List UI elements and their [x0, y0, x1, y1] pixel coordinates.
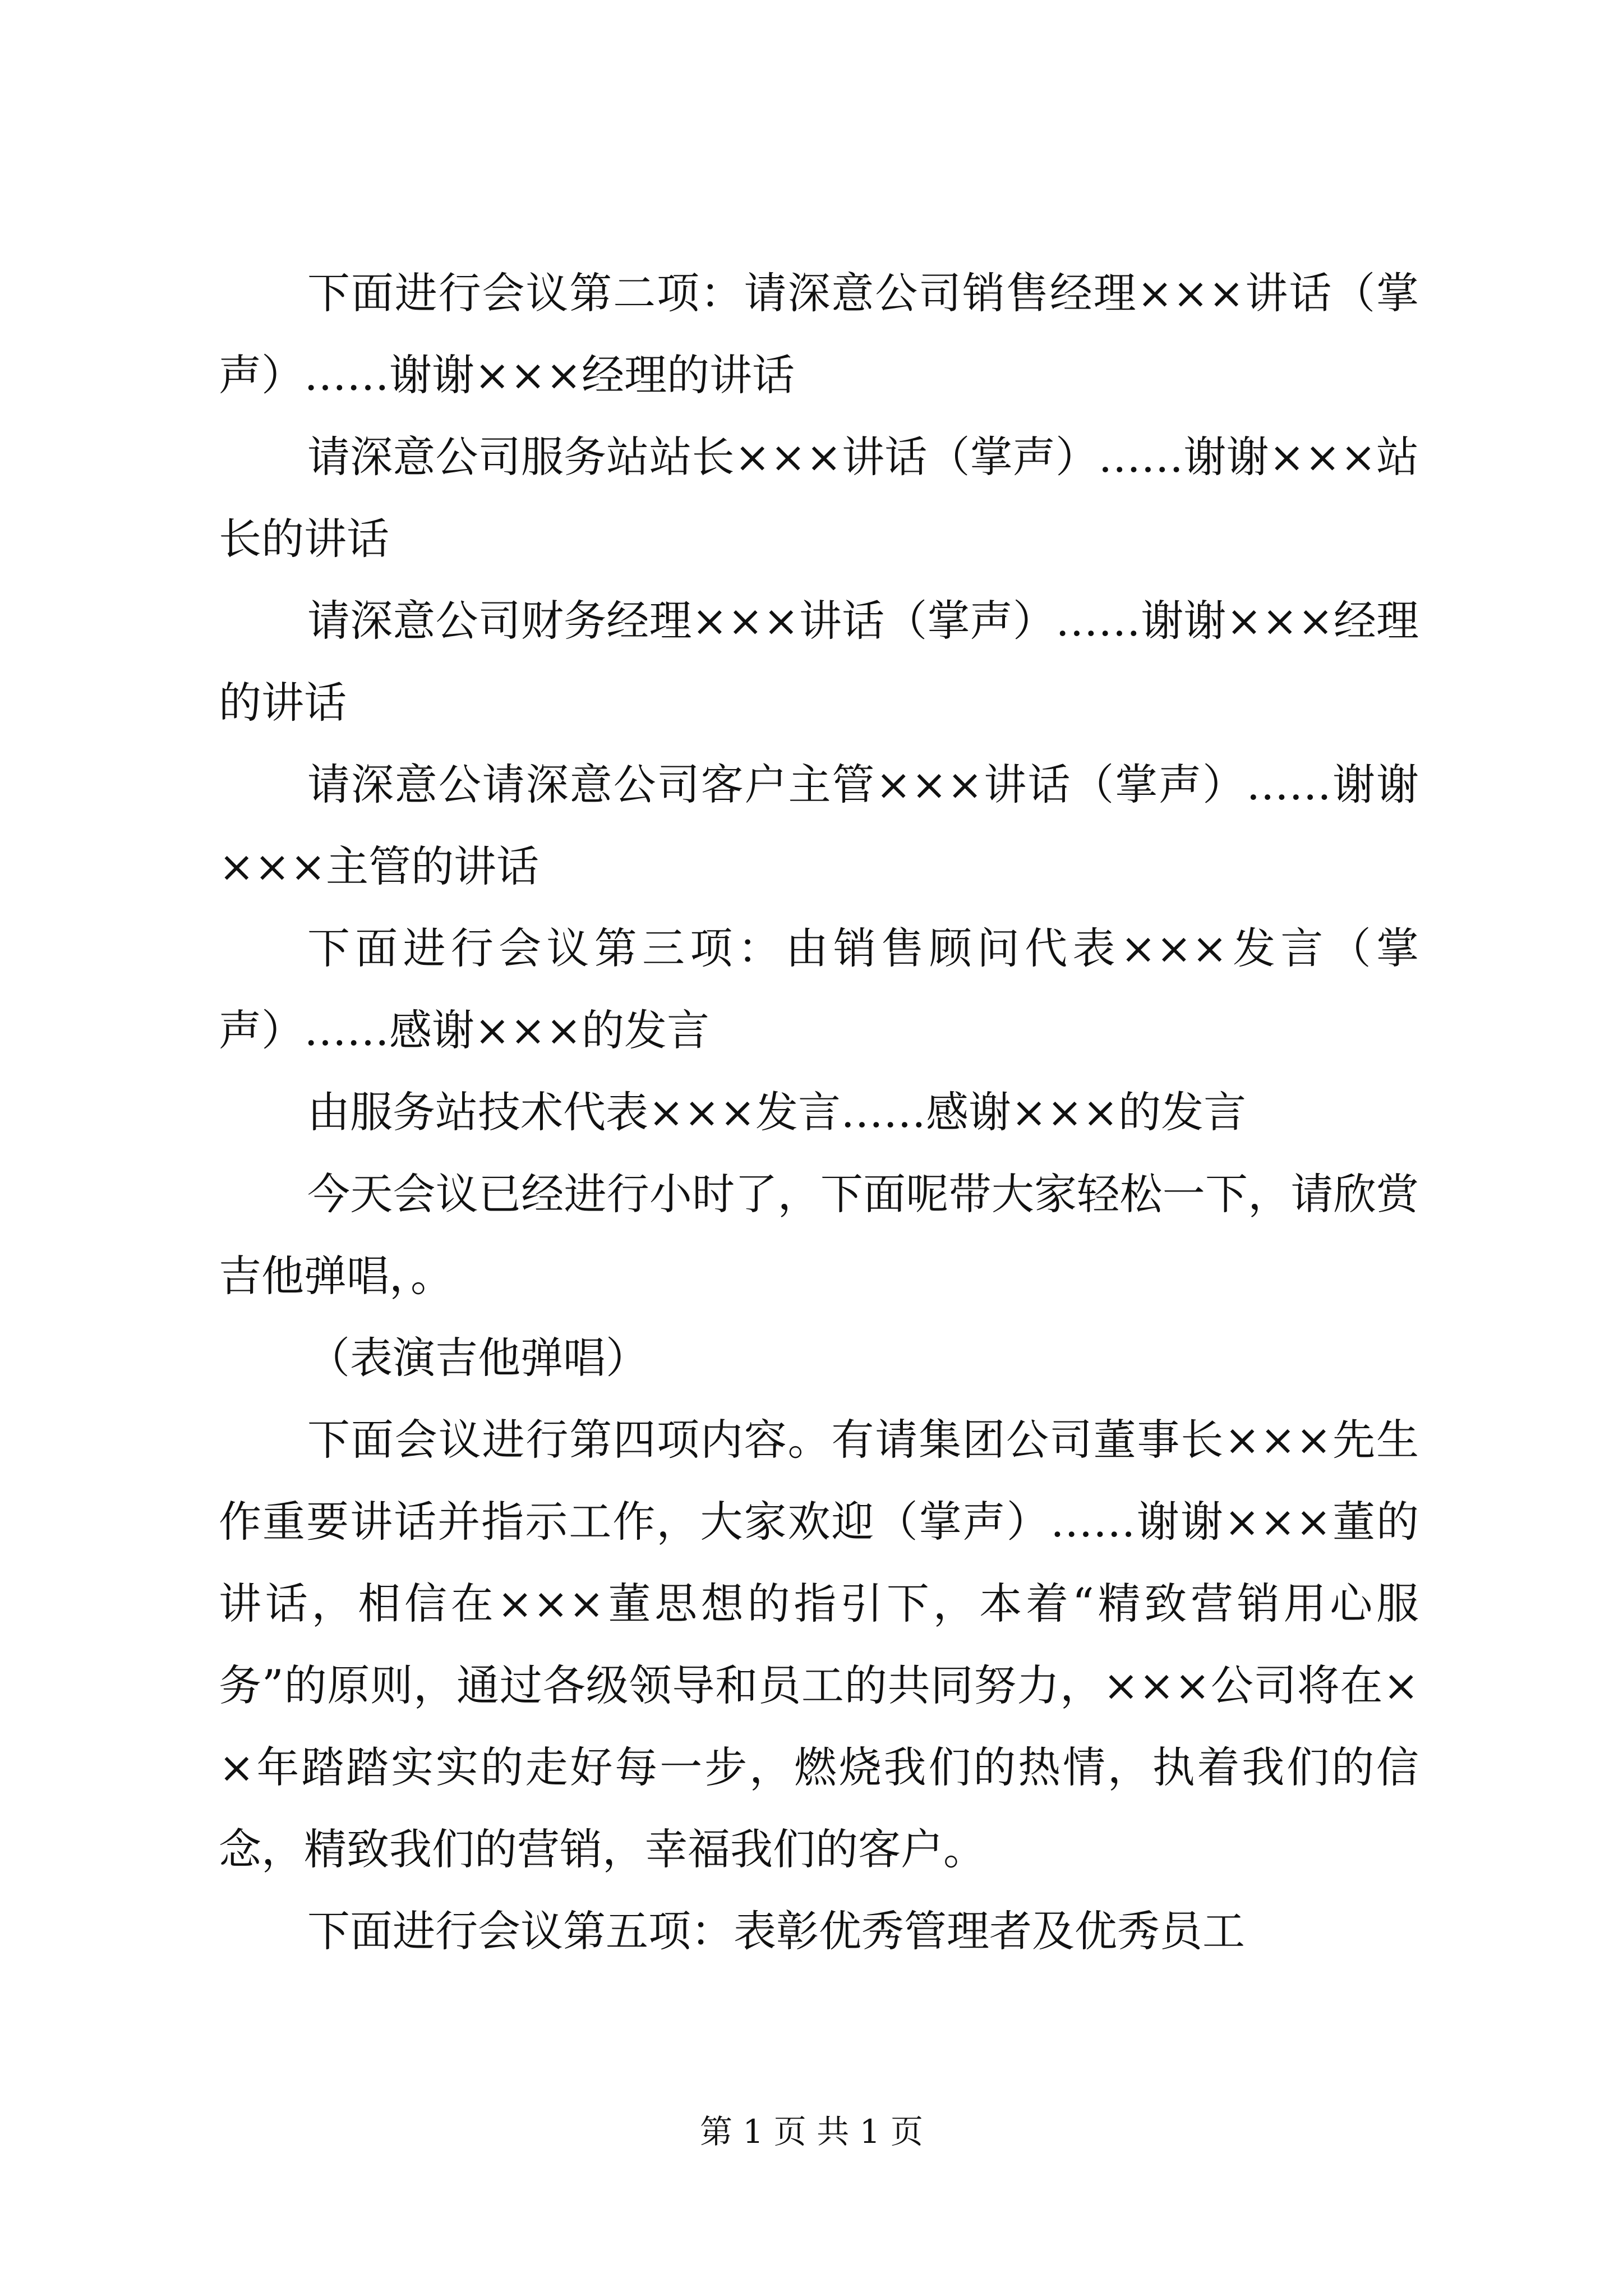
document-body — [219, 252, 1419, 1972]
paragraph-technical-representative: 由服务站技术代表×××发言……感谢×××的发言 — [307, 1087, 1247, 1137]
paragraph-agenda-item-3: 下面进行会议第三项：由销售顾问代表×××发言（掌声）……感谢×××的发言 — [219, 923, 1419, 1055]
paragraph-agenda-item-5: 下面进行会议第五项：表彰优秀管理者及优秀员工 — [307, 1906, 1245, 1956]
paragraph-customer-supervisor-speech: 请深意公请深意公司客户主管×××讲话（掌声）……谢谢×××主管的讲话 — [219, 760, 1419, 891]
page-footer: 第 1 页 共 1 页 — [700, 2113, 923, 2151]
paragraph-finance-manager-speech: 请深意公司财务经理×××讲话（掌声）……谢谢×××经理的讲话 — [219, 596, 1419, 728]
paragraph-guitar-intro: 今天会议已经进行小时了，下面呢带大家轻松一下，请欣赏吉他弹唱，。 — [219, 1169, 1419, 1301]
paragraph-agenda-item-4: 下面会议进行第四项内容。有请集团公司董事长×××先生作重要讲话并指示工作，大家欢迎（掌声）……谢谢×××董的讲话，相信在×××董思想的指引下，本着“精致营销用心服务”的原则，通过各级领导和员工的共同努力，×××公司将在××年踏踏实实的走好每一步，燃烧我们的热情，执着我们的信念，精致我们的营销，幸福我们的客户。 — [219, 1415, 1419, 1874]
paragraph-agenda-item-2: 下面进行会议第二项：请深意公司销售经理×××讲话（掌声）……谢谢×××经理的讲话 — [219, 268, 1419, 400]
paragraph-station-manager-speech: 请深意公司服务站站长×××讲话（掌声）……谢谢×××站长的讲话 — [219, 432, 1419, 564]
paragraph-guitar-performance: （表演吉他弹唱） — [307, 1333, 648, 1383]
